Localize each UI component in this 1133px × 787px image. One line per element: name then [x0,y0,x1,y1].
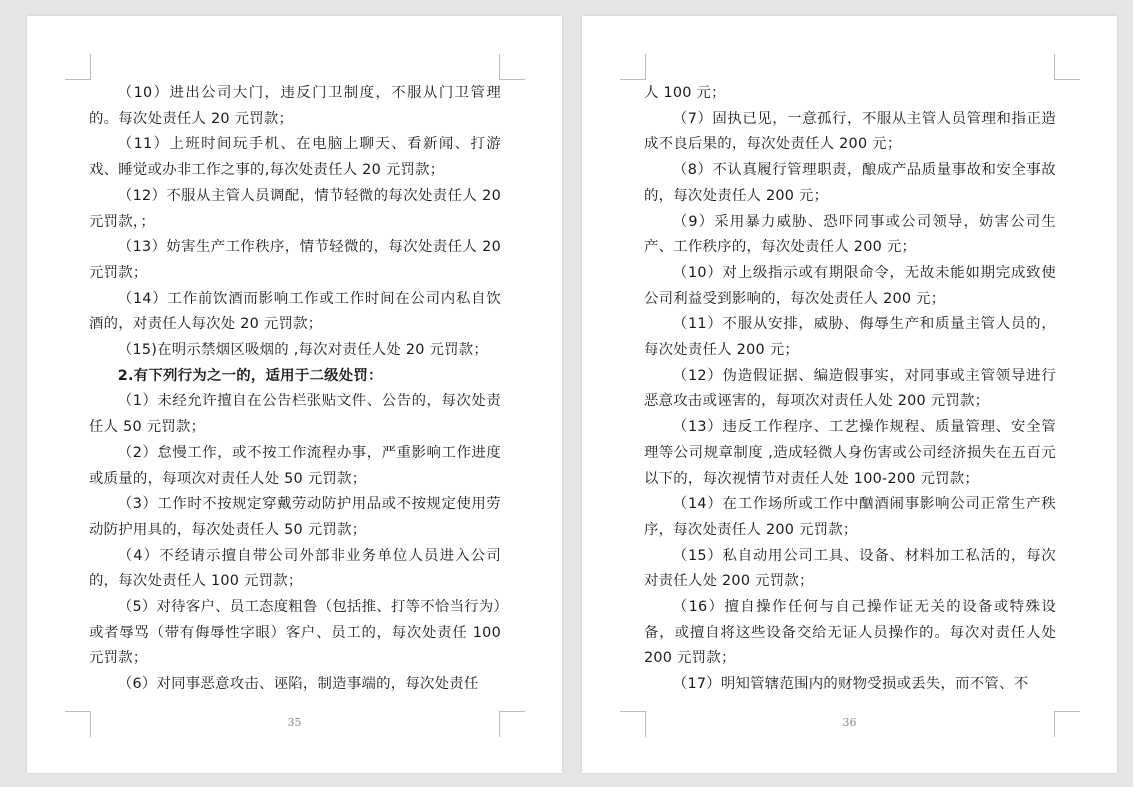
page-number: 35 [287,716,302,729]
crop-mark [620,54,646,80]
paragraph: （8）不认真履行管理职责，酿成产品质量事故和安全事故的，每次处责任人 200 元； [644,162,1056,204]
paragraph: （11）上班时间玩手机、在电脑上聊天、看新闻、打游戏、睡觉或办非工作之事的,每次处责任人 20 元罚款； [89,136,501,179]
paragraph: （14）在工作场所或工作中酗酒闹事影响公司正常生产秩序，每次处责任人 200 元罚款； [644,496,1056,538]
paragraph: （5）对待客户、员工态度粗鲁（包括推、打等不恰当行为）或者辱骂（带有侮辱性字眼）客户、员工的，每次处责任 100 元罚款； [89,599,501,667]
page-content [644,81,1056,698]
paragraph-continuation: 人 100 元； [644,85,726,101]
paragraph: （1）未经允许擅自在公告栏张贴文件、公告的，每次处责任人 50 元罚款； [89,393,501,436]
paragraph: （11）不服从安排，威胁、侮辱生产和质量主管人员的，每次处责任人 200 元； [644,316,1056,359]
crop-mark [65,54,91,80]
paragraph: （12）伪造假证据、编造假事实，对同事或主管领导进行恶意攻击或诬害的，每项次对责任人处 200 元罚款； [644,367,1056,410]
crop-mark [1054,54,1080,80]
paragraph: （15）私自动用公司工具、设备、材料加工私活的，每次对责任人处 200 元罚款； [644,547,1056,590]
paragraph: （16）擅自操作任何与自己操作证无关的设备或特殊设备，或擅自将这些设备交给无证人员操作的。每次对责任人处 200 元罚款； [644,599,1056,667]
paragraph: （10）对上级指示或有期限命令，无故未能如期完成致使公司利益受到影响的，每次处责任人 200 元； [644,264,1056,307]
paragraph: （7）固执已见，一意孤行，不服从主管人员管理和指正造成不良后果的，每次处责任人 200 元； [644,110,1056,153]
paragraph: （6）对同事恶意攻击、诬陷，制造事端的，每次处责任 [117,676,479,693]
paragraph: （4）不经请示擅自带公司外部非业务单位人员进入公司的，每次处责任人 100 元罚款； [89,547,501,590]
paragraph: （13）违反工作程序、工艺操作规程、质量管理、安全管理等公司规章制度 ,造成轻微人身伤害或公司经济损失在五百元以下的，每次视情节对责任人处 100-200 元罚款； [644,419,1056,487]
paragraph: （9）采用暴力威胁、恐吓同事或公司领导，妨害公司生产、工作秩序的，每次处责任人 200 元； [644,213,1056,256]
paragraph: （13）妨害生产工作秩序，情节轻微的，每次处责任人 20 元罚款； [89,239,501,281]
paragraph: （10）进出公司大门，违反门卫制度，不服从门卫管理的。每次处责任人 20 元罚款； [89,85,501,127]
paragraph: （3）工作时不按规定穿戴劳动防护用品或不按规定使用劳动防护用具的，每次处责任人 50 元罚款； [89,496,501,538]
paragraph: （15)在明示禁烟区吸烟的 ,每次对责任人处 20 元罚款； [117,342,489,359]
document-page [582,16,1117,773]
paragraph: （2）怠慢工作，或不按工作流程办事，严重影响工作进度或质量的，每项次对责任人处 50 元罚款； [89,444,501,487]
paragraph: （12）不服从主管人员调配，情节轻微的每次处责任人 20 元罚款，； [89,187,501,230]
paragraph: （17）明知管辖范围内的财物受损或丢失，而不管、不 [672,676,1029,693]
paragraph: （14）工作前饮酒而影响工作或工作时间在公司内私自饮酒的，对责任人每次处 20 元罚款； [89,290,501,333]
page-number: 36 [842,716,857,729]
section-heading: 2.有下列行为之一的，适用于二级处罚： [117,367,383,384]
crop-mark [499,54,525,80]
page-content [89,81,501,698]
document-page [27,16,562,773]
